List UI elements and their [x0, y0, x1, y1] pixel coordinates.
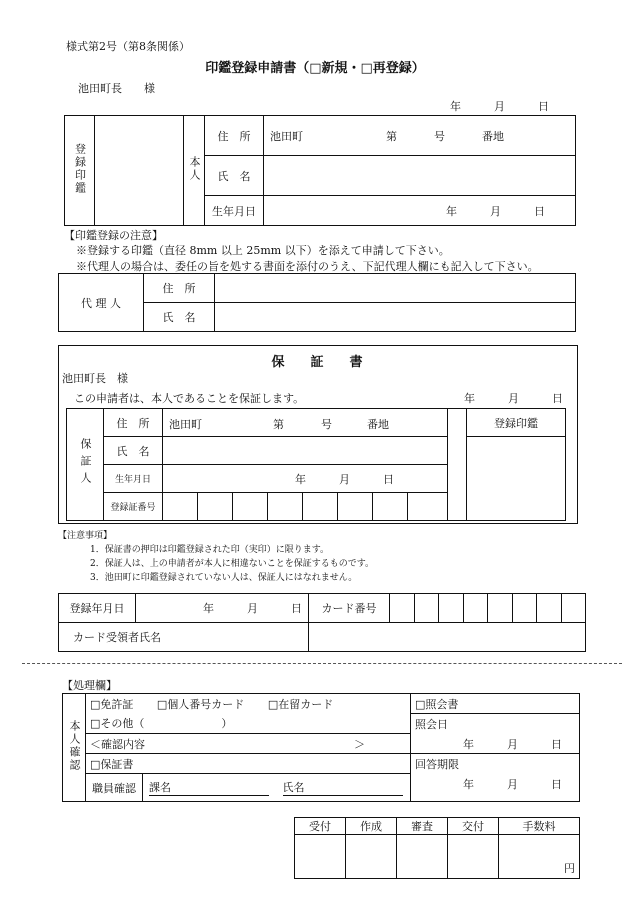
reply-deadline-value: 年 月 日 — [463, 778, 562, 791]
guarantor-address-label: 住 所 — [104, 409, 163, 437]
seal-label: 登録印鑑 — [73, 143, 87, 195]
fee-col-review: 審査 — [397, 818, 448, 835]
guarantor-address-banchi: 番地 — [367, 418, 389, 431]
guarantor-seal-label: 登録印鑑 — [467, 409, 566, 437]
guarantee-title: 保 証 書 — [271, 355, 363, 370]
registration-table — [58, 593, 586, 652]
seal-label-cell — [65, 116, 95, 226]
guarantor-address-field[interactable] — [163, 409, 448, 437]
agent-table — [58, 273, 576, 332]
inquiry-date-value: 年 月 日 — [463, 738, 562, 751]
form-number: 様式第2号（第8条関係） — [66, 40, 190, 53]
processing-title: 【処理欄】 — [62, 679, 117, 692]
guarantor-birth-label: 生年月日 — [104, 465, 163, 493]
section-name-label: 課名 — [149, 779, 269, 796]
reply-deadline-cell[interactable] — [411, 754, 580, 802]
confirm-content[interactable]: ＜確認内容 ＞ — [86, 734, 411, 754]
card-no-digit[interactable] — [488, 594, 513, 623]
addressee: 池田町長 様 — [78, 82, 155, 95]
reg-date-label: 登録年月日 — [59, 594, 136, 623]
self-label: 本人 — [188, 156, 201, 182]
guarantor-table — [66, 408, 566, 521]
inquiry-date-cell[interactable] — [411, 714, 580, 754]
address-town: 池田町 — [270, 130, 303, 143]
opt-mynumber[interactable]: □個人番号カード — [156, 697, 245, 711]
opt-inquiry[interactable]: □照会書 — [411, 694, 580, 714]
notes-line-2: ※代理人の場合は、委任の旨を処する書面を添付のうえ、下記代理人欄にも記入して下さい。 — [76, 260, 539, 273]
guarantor-address-town: 池田町 — [169, 418, 202, 431]
card-no-digit[interactable] — [512, 594, 537, 623]
guarantor-address-go: 号 — [321, 418, 332, 431]
cut-line — [22, 663, 622, 664]
guarantor-name-label: 氏 名 — [104, 437, 163, 465]
recipient-label: カード受領者氏名 — [59, 623, 309, 652]
fee-col-fee: 手数料 — [499, 818, 580, 835]
agent-name-label: 氏 名 — [144, 303, 215, 332]
card-no-digit[interactable] — [561, 594, 586, 623]
page-title: 印鑑登録申請書（□新規・□再登録） — [205, 61, 425, 76]
applicant-table — [64, 115, 576, 226]
staff-label: 職員確認 — [86, 774, 143, 802]
recipient-field[interactable] — [309, 623, 586, 652]
caution-item-2: 2．保証人は、上の申請者が本人に相違ないことを保証するものです。 — [90, 559, 375, 569]
opt-license[interactable]: □免許証 — [90, 697, 134, 711]
regno-digit[interactable] — [268, 493, 303, 521]
card-no-digit[interactable] — [537, 594, 562, 623]
opt-guarantee[interactable]: □保証書 — [86, 754, 411, 774]
notes-title: 【印鑑登録の注意】 — [64, 229, 163, 242]
caution-item-3: 3．池田町に印鑑登録されていない人は、保証人にはなれません。 — [90, 573, 358, 583]
guarantee-statement: この申請者は、本人であることを保証します。 — [74, 392, 305, 405]
notes-line-1: ※登録する印鑑（直径 8mm 以上 25mm 以下）を添えて申請して下さい。 — [76, 244, 450, 257]
address-dai: 第 — [386, 130, 397, 143]
self-label-cell — [184, 116, 205, 226]
card-no-label: カード番号 — [309, 594, 390, 623]
id-options[interactable] — [86, 694, 411, 714]
caution-title: 【注意事項】 — [58, 531, 113, 541]
guarantor-spacer — [448, 409, 467, 521]
regno-digit[interactable] — [198, 493, 233, 521]
agent-address-field[interactable] — [215, 274, 576, 303]
address-go: 号 — [434, 130, 445, 143]
agent-address-label: 住 所 — [144, 274, 215, 303]
application-date: 年 月 日 — [450, 100, 549, 113]
card-no-digit[interactable] — [439, 594, 464, 623]
caution-item-1: 1．保証書の押印は印鑑登録された印（実印）に限ります。 — [90, 545, 330, 555]
opt-other[interactable]: □その他（ ） — [86, 714, 411, 734]
fee-stamp-issue[interactable] — [448, 835, 499, 879]
guarantor-seal-box[interactable] — [467, 437, 566, 521]
fee-amount[interactable]: 円 — [499, 835, 580, 879]
agent-label: 代 理 人 — [59, 274, 144, 332]
address-field[interactable] — [264, 116, 576, 156]
name-field[interactable] — [264, 156, 576, 196]
fees-table — [294, 817, 580, 879]
regno-digit[interactable] — [408, 493, 448, 521]
address-banchi: 番地 — [482, 130, 504, 143]
seal-box[interactable] — [95, 116, 184, 226]
agent-name-field[interactable] — [215, 303, 576, 332]
processing-table — [62, 693, 580, 802]
regno-digit[interactable] — [233, 493, 268, 521]
regno-digit[interactable] — [338, 493, 373, 521]
reply-deadline-label: 回答期限 — [415, 758, 459, 771]
staff-fields[interactable] — [143, 774, 411, 802]
guarantor-regno-label: 登録証番号 — [104, 493, 163, 521]
fee-col-creation: 作成 — [346, 818, 397, 835]
fee-stamp-reception[interactable] — [295, 835, 346, 879]
guarantor-birth-field[interactable]: 年 月 日 — [163, 465, 448, 493]
address-label: 住 所 — [205, 116, 264, 156]
fee-col-reception: 受付 — [295, 818, 346, 835]
guarantor-label-cell — [67, 409, 104, 521]
guarantee-addressee: 池田町長 様 — [62, 372, 128, 385]
name-label: 氏 名 — [205, 156, 264, 196]
regno-digit[interactable] — [303, 493, 338, 521]
confirm-label: 本人確認 — [68, 720, 81, 772]
guarantee-date: 年 月 日 — [464, 392, 563, 405]
fee-col-issue: 交付 — [448, 818, 499, 835]
guarantor-label: 保証人 — [79, 437, 92, 489]
card-no-digit[interactable] — [390, 594, 415, 623]
confirm-label-cell — [63, 694, 86, 802]
fee-stamp-creation[interactable] — [346, 835, 397, 879]
birth-label: 生年月日 — [205, 196, 264, 226]
card-no-digit[interactable] — [463, 594, 488, 623]
staff-name-label: 氏名 — [283, 779, 403, 796]
birth-field[interactable]: 年 月 日 — [264, 196, 576, 226]
reg-date-field[interactable]: 年 月 日 — [136, 594, 309, 623]
fee-stamp-review[interactable] — [397, 835, 448, 879]
guarantor-address-dai: 第 — [273, 418, 284, 431]
card-no-digit[interactable] — [414, 594, 439, 623]
opt-residence[interactable]: □在留カード — [267, 697, 334, 711]
regno-digit[interactable] — [373, 493, 408, 521]
regno-digit[interactable] — [163, 493, 198, 521]
inquiry-date-label: 照会日 — [415, 718, 448, 731]
guarantor-name-field[interactable] — [163, 437, 448, 465]
